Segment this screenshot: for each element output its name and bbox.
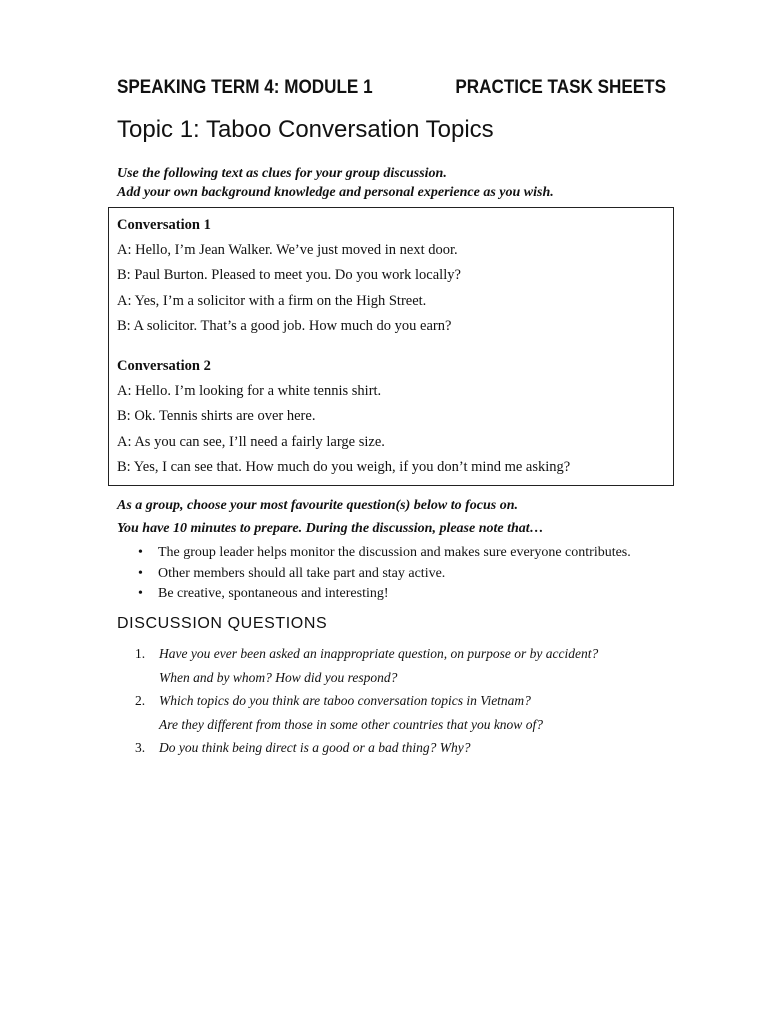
group-instruction-line: You have 10 minutes to prepare. During the discussion, please note that… xyxy=(117,521,544,536)
question-number: 1. xyxy=(135,646,146,661)
list-item xyxy=(136,564,631,585)
topic-title: Topic 1: Taboo Conversation Topics xyxy=(117,116,494,143)
dialogue-line: B: Yes, I can see that. How much do you weigh, if you don’t mind me asking? xyxy=(117,458,571,475)
question-number: 3. xyxy=(135,740,146,755)
question-item xyxy=(135,642,598,689)
dialogue-line: A: Hello. I’m looking for a white tennis shirt. xyxy=(117,383,382,399)
question-line: Do you think being direct is a good or a bad thing? Why? xyxy=(159,740,471,755)
list-item-text: The group leader helps monitor the discussion and makes sure everyone contributes. xyxy=(158,545,631,560)
conversation-title: Conversation 1 xyxy=(117,217,211,233)
bullet-icon: • xyxy=(138,565,143,581)
conversation-title: Conversation 2 xyxy=(117,358,211,374)
question-item xyxy=(135,689,598,736)
header-module-label: SPEAKING TERM 4: MODULE 1 xyxy=(117,77,373,98)
question-line: When and by whom? How did you respond? xyxy=(159,669,398,685)
group-instruction-line: As a group, choose your most favourite question(s) below to focus on. xyxy=(117,498,518,513)
dialogue-line: B: A solicitor. That’s a good job. How much do you earn? xyxy=(117,317,452,334)
dialogue-line: A: As you can see, I’ll need a fairly large size. xyxy=(117,433,385,450)
bullet-icon: • xyxy=(138,586,143,601)
instruction-line: Use the following text as clues for your group discussion. xyxy=(117,166,447,181)
dialogue-line: B: Paul Burton. Pleased to meet you. Do you work locally? xyxy=(117,267,461,284)
question-line: Which topics do you think are taboo conversation topics in Vietnam? xyxy=(159,693,531,708)
question-line: Are they different from those in some other countries that you know of? xyxy=(159,716,543,732)
question-item xyxy=(135,736,598,760)
questions-list xyxy=(135,642,598,760)
rules-list xyxy=(136,543,631,605)
instruction-line: Add your own background knowledge and personal experience as you wish. xyxy=(117,185,554,200)
list-item xyxy=(136,584,631,605)
instructions xyxy=(117,164,554,202)
bullet-icon: • xyxy=(138,545,143,560)
conversation-box xyxy=(108,207,674,486)
question-line: Have you ever been asked an inappropriate question, on purpose or by accident? xyxy=(159,646,599,661)
page-header xyxy=(117,73,667,103)
list-item xyxy=(136,543,631,564)
question-number: 2. xyxy=(135,693,146,708)
list-item-text: Be creative, spontaneous and interesting! xyxy=(158,586,389,601)
dialogue-line: B: Ok. Tennis shirts are over here. xyxy=(117,408,316,425)
dialogue-line: A: Hello, I’m Jean Walker. We’ve just moved in next door. xyxy=(117,242,458,258)
header-sheet-label: PRACTICE TASK SHEETS xyxy=(455,77,667,98)
list-item-text: Other members should all take part and stay active. xyxy=(158,565,446,581)
group-instructions xyxy=(117,494,544,540)
dialogue-line: A: Yes, I’m a solicitor with a firm on the High Street. xyxy=(117,292,427,309)
conversation-1 xyxy=(117,213,461,339)
conversation-2 xyxy=(117,354,570,480)
discussion-questions-heading: DISCUSSION QUESTIONS xyxy=(117,615,328,632)
